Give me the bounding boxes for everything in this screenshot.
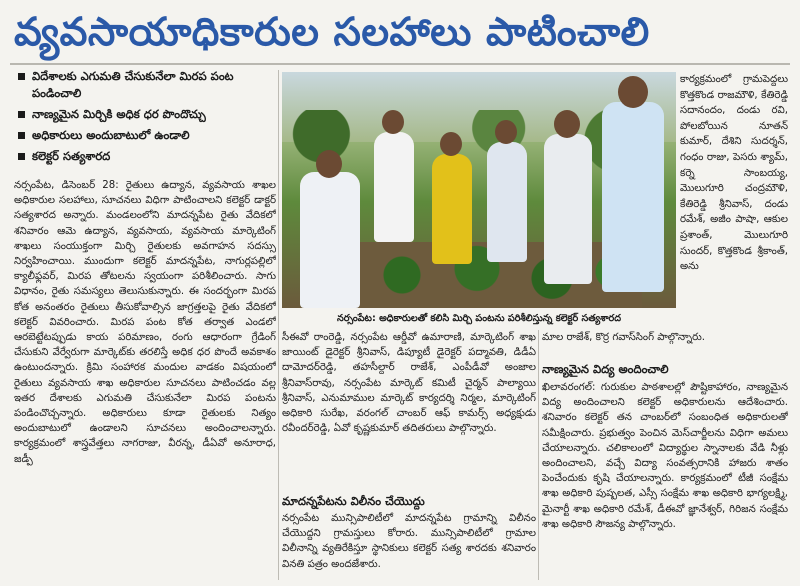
- highlight-item: [18, 106, 273, 123]
- bullet-square-icon: [18, 73, 25, 80]
- highlight-text: కలెక్టర్ సత్యశారద: [32, 149, 111, 163]
- photo-person: [602, 102, 664, 292]
- news-photo: [282, 72, 676, 308]
- column-divider: [538, 330, 539, 580]
- photo-person-head: [316, 150, 342, 178]
- bullet-square-icon: [18, 111, 25, 118]
- photo-person-head: [440, 132, 462, 156]
- bullet-square-icon: [18, 153, 25, 160]
- subheading-education: నాణ్యమైన విద్య అందించాలి: [542, 362, 669, 376]
- education-story-body: ఖిలావరంగల్: గురుకుల పాఠశాలల్లో పౌష్టికాహారం, నాణ్యమైన విద్య అందించాలని కలెక్టర్ అధికారులను ఆదేశించారు. శనివారం కలెక్టర్ తన చాంబర్‌లో సంబంధిత అధికారులతో సమీక్షించారు. ప్రభుత్వం పెంచిన మెస్‌చార్జీలను విధిగా అమలు చేయాలన్నారు. చలికాలంలో విద్యార్థుల స్నానాలకు వేడి నీళ్లు అందించాలని, వచ్చే విద్యా సంవత్సరానికి హాజరు శాతం పెంచేందుకు కృషి చేయాలన్నారు. కార్యక్రమంలో టీజీ సంక్షేమ శాఖ అధికారి పుష్పలత, ఎస్సీ సంక్షేమ శాఖ అధికారి భాగ్యలక్ష్మి, మైనార్టీ శాఖ అధికారి రమేశ్, డీఈవో జ్ఞానేశ్వర్, గిరిజన సంక్షేమ శాఖ అధికారి సౌజన్య పాల్గొన్నారు.: [542, 382, 788, 530]
- photo-person-head: [382, 110, 404, 134]
- madanapet-story-body: నర్సంపేట మున్సిపాలిటీలో మాదన్నపేట గ్రామాన్ని విలీనం చేయొద్దని గ్రామస్తులు కోరారు. మున్సిపాలిటీలో గ్రామాల విలీనాన్ని వ్యతిరేకిస్తూ స్థానికులు కలెక్టర్ సత్య శారదకు శనివారం వినతి పత్రం అందజేశారు.: [282, 513, 536, 570]
- photo-person-head: [495, 120, 517, 144]
- photo-person: [487, 142, 527, 262]
- madanapet-story-continued: మాల రాజేశ్, కొర్ర గవాస్‌సింగ్ పాల్గొన్నారు.: [542, 332, 705, 343]
- highlights-list: [18, 68, 273, 169]
- article-body-column-2: సీఈవో రాంరెడ్డి, నర్సంపేట ఆర్డీవో ఉమారాణి, మార్కెటింగ్ శాఖ జాయింట్ డైరెక్టర్ శ్రీనివాస్, డిప్యూటీ డైరెక్టర్ పద్మావతి, డిడీఏ దామోదర్‌రెడ్డి, తహసీల్దార్ రాజేశ్, ఎంపీడీవో అంజాల శ్రీనివాస్‌రావు, నర్సంపేట మార్కెట్ కమిటీ చైర్మన్ పాల్యాయి శ్రీనివాస్, ఎనుమాముల మార్కెట్ కార్యదర్శి నిర్మల, మార్కెటింగ్ అధికారి సురేఖ, వరంగల్ చాంబర్ ఆఫ్ కామర్స్ అధ్యక్షుడు రవీందర్‌రెడ్డి, ఏవో కృష్ణకుమార్ తదితరులు పాల్గొన్నారు.: [282, 332, 536, 435]
- photo-person-head: [554, 110, 580, 138]
- subheading-madanapet: మాదన్నపేటను విలీనం చేయొద్దు: [282, 494, 425, 508]
- column-divider: [278, 70, 279, 580]
- highlight-item: [18, 127, 273, 144]
- photo-caption: నర్సంపేట: అధికారులతో కలిసి మిర్చి పంటను పరిశీలిస్తున్న కలెక్టర్ సత్యశారద: [336, 313, 622, 324]
- photo-person-collector: [432, 154, 472, 264]
- headline-divider: [10, 63, 790, 65]
- article-headline: వ్యవసాయాధికారుల సలహాలు పాటించాలి: [14, 10, 650, 55]
- photo-person: [300, 172, 360, 308]
- madanapet-story-side-column: కార్యక్రమంలో గ్రామపెద్దలు కొత్తకొండ రాజమౌళి, కేతిరెడ్డి సదానందం, దండు రవి, పోలబోయిన నూతన్ కుమార్, దేశిని సుదర్శన్, గంధం రాజు, పెసరు శ్యామ్, కర్నె సాంబయ్య, మొలుగూరి చంద్రమౌళి, కేతిరెడ్డి శ్రీనివాస్, దండు రమేశ్, అజీం పాషా, ఆకుల ప్రశాంత్, మొలుగూరి సుందర్, కొత్తకొండ శ్రీకాంత్, అను: [680, 74, 788, 273]
- highlight-item: [18, 148, 273, 165]
- article-body-column-1: నర్సంపేట, డిసెంబర్ 28: రైతులు ఉద్యాన, వ్యవసాయ శాఖల అధికారుల సలహాలు, సూచనలు విధిగా పాటించాలని కలెక్టర్ డాక్టర్ సత్యశారద అన్నారు. మండలంలోని మాదన్నపేట రైతు వేదికలో శనివారం ఆమె ఉద్యాన, వ్యవసాయ, వ్యవసాయ మార్కెటింగ్ శాఖలు సంయుక్తంగా మిర్చి రైతులకు అవగాహన సదస్సు నిర్వహించాయి. ముందుగా కలెక్టర్ మాదన్నపేట, నాగుర్లపల్లిలో క్యాలీఫ్లవర్, మిరప తోటలను స్వయంగా పరిశీలించారు. సాగు విధానం, రైతు సమస్యలు తెలుసుకున్నారు. ఈ సందర్భంగా మిరప కోత అనంతరం రైతులు తీసుకోవాల్సిన జాగ్రత్తలపై రైతు వేదికలో కలెక్టర్ వివరించారు. మిరప పంట కోత తర్వాత ఎండలో ఆరబెట్టేటప్పుడు కాయ పరిమాణం, రంగు ఆధారంగా గ్రేడింగ్ చేసుకుని వేర్వేరుగా మార్కెట్‌కు తరలిస్తే అధిక ధర పొందే అవకాశం ఉంటుందన్నారు. క్రిమి సంహారక మందుల వాడకం విషయంలో రైతులు వ్యవసాయ శాఖ అధికారుల సూచనలు పాటించడం వల్ల ఇతర దేశాలకు ఎగుమతి చేసుకునేలా మిరప పంటను పండించొచ్చన్నారు. అధికారులు కూడా రైతులకు నిత్యం అందుబాటులో ఉండాలని సూచనలు అందించాలన్నారు. కార్యక్రమంలో శాస్త్రవేత్తలు నాగరాజు, వీరన్న, డీఏవో అనూరాధ, జడ్పీ: [14, 180, 276, 465]
- photo-person: [544, 134, 592, 284]
- bullet-square-icon: [18, 132, 25, 139]
- highlight-text: అధికారులు అందుబాటులో ఉండాలి: [32, 128, 190, 142]
- photo-person: [374, 132, 414, 242]
- photo-person-head: [618, 76, 648, 108]
- highlight-item: [18, 68, 273, 102]
- highlight-text: నాణ్యమైన మిర్చికి అధిక ధర పొందొచ్చు: [32, 107, 206, 121]
- highlight-text: విదేశాలకు ఎగుమతి చేసుకునేలా మిరప పంట పండించాలి: [32, 69, 234, 100]
